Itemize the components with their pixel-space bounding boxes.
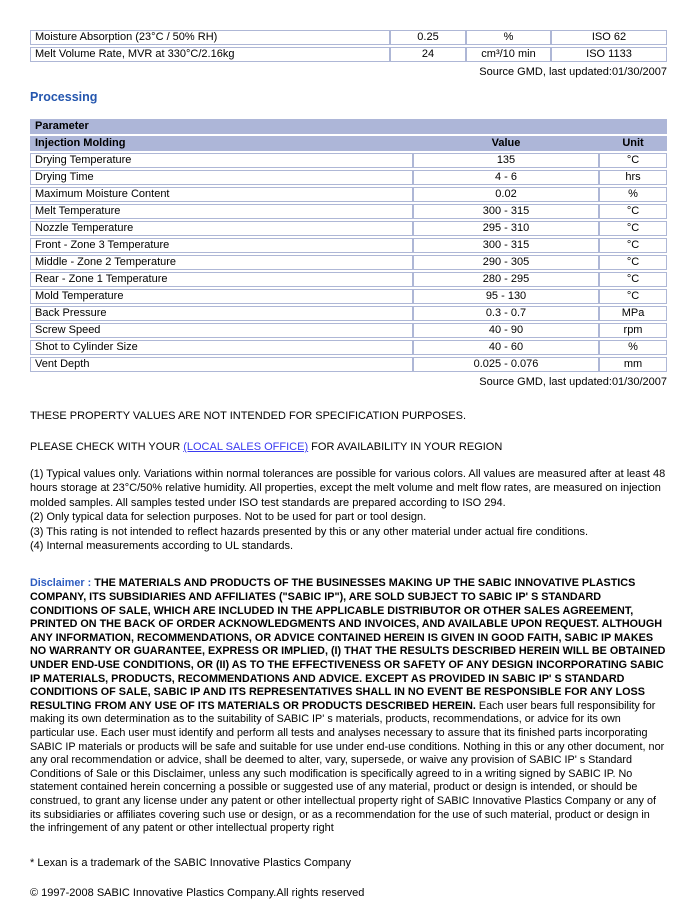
property-standard-cell: ISO 1133 [551, 47, 667, 62]
value-cell: 0.3 - 0.7 [413, 306, 599, 321]
table-row [30, 340, 667, 355]
parameter-cell: Back Pressure [30, 306, 413, 321]
group-header-cell: Parameter [30, 119, 667, 134]
value-cell: 4 - 6 [413, 170, 599, 185]
note-1: (1) Typical values only. Variations within normal tolerances are possible for various colors. All values are measured after at least 48 hours storage at 23°C/50% relative humidity. All properties, except the melt volume and melt flow rates, are measured on injection molded samples. All samples tested under ISO test standards are prepared according to ISO 294. [30, 468, 666, 509]
unit-cell: °C [599, 255, 667, 270]
parameter-cell: Rear - Zone 1 Temperature [30, 272, 413, 287]
disclaimer-label: Disclaimer : [30, 577, 92, 590]
parameter-cell: Drying Temperature [30, 153, 413, 168]
parameter-cell: Drying Time [30, 170, 413, 185]
value-cell: 135 [413, 153, 599, 168]
table-group-header-row [30, 119, 667, 134]
value-cell: 300 - 315 [413, 238, 599, 253]
parameter-cell: Shot to Cylinder Size [30, 340, 413, 355]
unit-cell: % [599, 340, 667, 355]
property-unit-cell: cm³/10 min [466, 47, 551, 62]
table-row [30, 238, 667, 253]
table-row [30, 289, 667, 304]
note-3: (3) This rating is not intended to reflect hazards presented by this or any other material under actual fire conditions. [30, 525, 589, 538]
value-cell: 0.02 [413, 187, 599, 202]
property-standard-cell: ISO 62 [551, 30, 667, 45]
parameter-cell: Front - Zone 3 Temperature [30, 238, 413, 253]
local-sales-office-link[interactable]: (LOCAL SALES OFFICE) [183, 441, 309, 453]
datasheet-page [30, 28, 667, 900]
table-row [30, 221, 667, 236]
property-name-cell: Moisture Absorption (23°C / 50% RH) [30, 30, 390, 45]
parameter-cell: Vent Depth [30, 357, 413, 372]
table-row [30, 204, 667, 219]
property-value-cell: 24 [390, 47, 466, 62]
column-header-value: Value [413, 136, 599, 151]
unit-cell: °C [599, 238, 667, 253]
table-row [30, 306, 667, 321]
availability-prefix: PLEASE CHECK WITH YOUR [30, 441, 184, 453]
copyright-note: © 1997-2008 SABIC Innovative Plastics Company.All rights reserved [30, 886, 365, 899]
trademark-note: * Lexan is a trademark of the SABIC Innovative Plastics Company [30, 856, 351, 869]
source-note: Source GMD, last updated:01/30/2007 [479, 66, 667, 78]
property-unit-cell: % [466, 30, 551, 45]
table-row [30, 170, 667, 185]
properties-table [30, 28, 667, 64]
parameter-cell: Nozzle Temperature [30, 221, 413, 236]
value-cell: 40 - 60 [413, 340, 599, 355]
value-cell: 95 - 130 [413, 289, 599, 304]
value-cell: 0.025 - 0.076 [413, 357, 599, 372]
table-row [30, 323, 667, 338]
disclaimer-plain-text: Each user bears full responsibility for making its own determination as to the suitability of SABIC IP' s materials, products, recommendations, or advice for its own particular use. Each user must identify and perform all tests and analyses necessary to assure that its finished parts incorporating SABIC IP materials or products will be safe and suitable for use under end-use conditions. Nothing in this or any other document, nor any oral recommendation or advice, shall be deemed to alter, vary, supersede, or waive any provision of SABIC IP' s Standard Conditions of Sale or this Disclaimer, unless any such modification is specifically agreed to in a writing signed by SABIC IP. No statement contained herein concerning a possible or suggested use of any material, product or design is intended, or should be construed, to grant any license under any patent or other intellectual property right of SABIC Innovative Plastics Company or any of its subsidiaries or affiliates covering such use or design, or as a recommendation for the use of such material, product or design in the infringement of any patent or other intellectual property right [30, 699, 665, 835]
unit-cell: °C [599, 153, 667, 168]
table-row [30, 272, 667, 287]
note-4: (4) Internal measurements according to UL standards. [30, 540, 294, 553]
parameter-cell: Maximum Moisture Content [30, 187, 413, 202]
processing-table [30, 117, 667, 374]
property-value-cell: 0.25 [390, 30, 466, 45]
unit-cell: % [599, 187, 667, 202]
disclaimer-paragraph [30, 577, 667, 835]
footnotes-block [30, 467, 667, 553]
value-cell: 290 - 305 [413, 255, 599, 270]
unit-cell: °C [599, 272, 667, 287]
table-row [30, 153, 667, 168]
unit-cell: °C [599, 289, 667, 304]
table-row [30, 47, 667, 62]
unit-cell: °C [599, 221, 667, 236]
value-cell: 280 - 295 [413, 272, 599, 287]
table-row [30, 187, 667, 202]
value-cell: 40 - 90 [413, 323, 599, 338]
unit-cell: rpm [599, 323, 667, 338]
value-cell: 300 - 315 [413, 204, 599, 219]
unit-cell: mm [599, 357, 667, 372]
parameter-cell: Middle - Zone 2 Temperature [30, 255, 413, 270]
parameter-cell: Melt Temperature [30, 204, 413, 219]
note-2: (2) Only typical data for selection purposes. Not to be used for part or tool design. [30, 511, 427, 524]
section-heading-processing: Processing [30, 90, 98, 104]
unit-cell: °C [599, 204, 667, 219]
unit-cell: hrs [599, 170, 667, 185]
table-header-row [30, 136, 667, 151]
spec-purpose-statement: THESE PROPERTY VALUES ARE NOT INTENDED FOR SPECIFICATION PURPOSES. [30, 410, 467, 422]
table-row [30, 255, 667, 270]
column-header-parameter: Injection Molding [30, 136, 413, 151]
table-row [30, 30, 667, 45]
parameter-cell: Screw Speed [30, 323, 413, 338]
unit-cell: MPa [599, 306, 667, 321]
source-note: Source GMD, last updated:01/30/2007 [479, 376, 667, 388]
parameter-cell: Mold Temperature [30, 289, 413, 304]
availability-statement [30, 441, 667, 454]
property-name-cell: Melt Volume Rate, MVR at 330°C/2.16kg [30, 47, 390, 62]
availability-suffix: FOR AVAILABILITY IN YOUR REGION [308, 441, 503, 453]
table-row [30, 357, 667, 372]
disclaimer-bold-text: THE MATERIALS AND PRODUCTS OF THE BUSINESSES MAKING UP THE SABIC INNOVATIVE PLASTICS COMPANY, ITS SUBSIDIARIES AND AFFILIATES ("SABIC IP"), ARE SOLD SUBJECT TO SABIC IP' S STANDARD CONDITIONS OF SALE, WHICH ARE INCLUDED IN THE APPLICABLE DISTRIBUTOR OR OTHER SALES AGREEMENT, PRINTED ON THE BACK OF ORDER ACKNOWLEDGMENTS AND INVOICES, AND AVAILABLE UPON REQUEST. ALTHOUGH ANY INFORMATION, RECOMMENDATIONS, OR ADVICE CONTAINED HEREIN IS GIVEN IN GOOD FAITH, SABIC IP MAKES NO WARRANTY OR GUARANTEE, EXPRESS OR IMPLIED, (I) THAT THE RESULTS DESCRIBED HEREIN WILL BE OBTAINED UNDER END-USE CONDITIONS, OR (II) AS TO THE EFFECTIVENESS OR SAFETY OF ANY DESIGN INCORPORATING SABIC IP MATERIALS, PRODUCTS, RECOMMENDATIONS AND ADVICE. EXCEPT AS PROVIDED IN SABIC IP' S STANDARD CONDITIONS OF SALE, SABIC IP AND ITS REPRESENTATIVES SHALL IN NO EVENT BE RESPONSIBLE FOR ANY LOSS RESULTING FROM ANY USE OF ITS MATERIALS OR PRODUCTS DESCRIBED HEREIN. [30, 577, 666, 712]
value-cell: 295 - 310 [413, 221, 599, 236]
column-header-unit: Unit [599, 136, 667, 151]
